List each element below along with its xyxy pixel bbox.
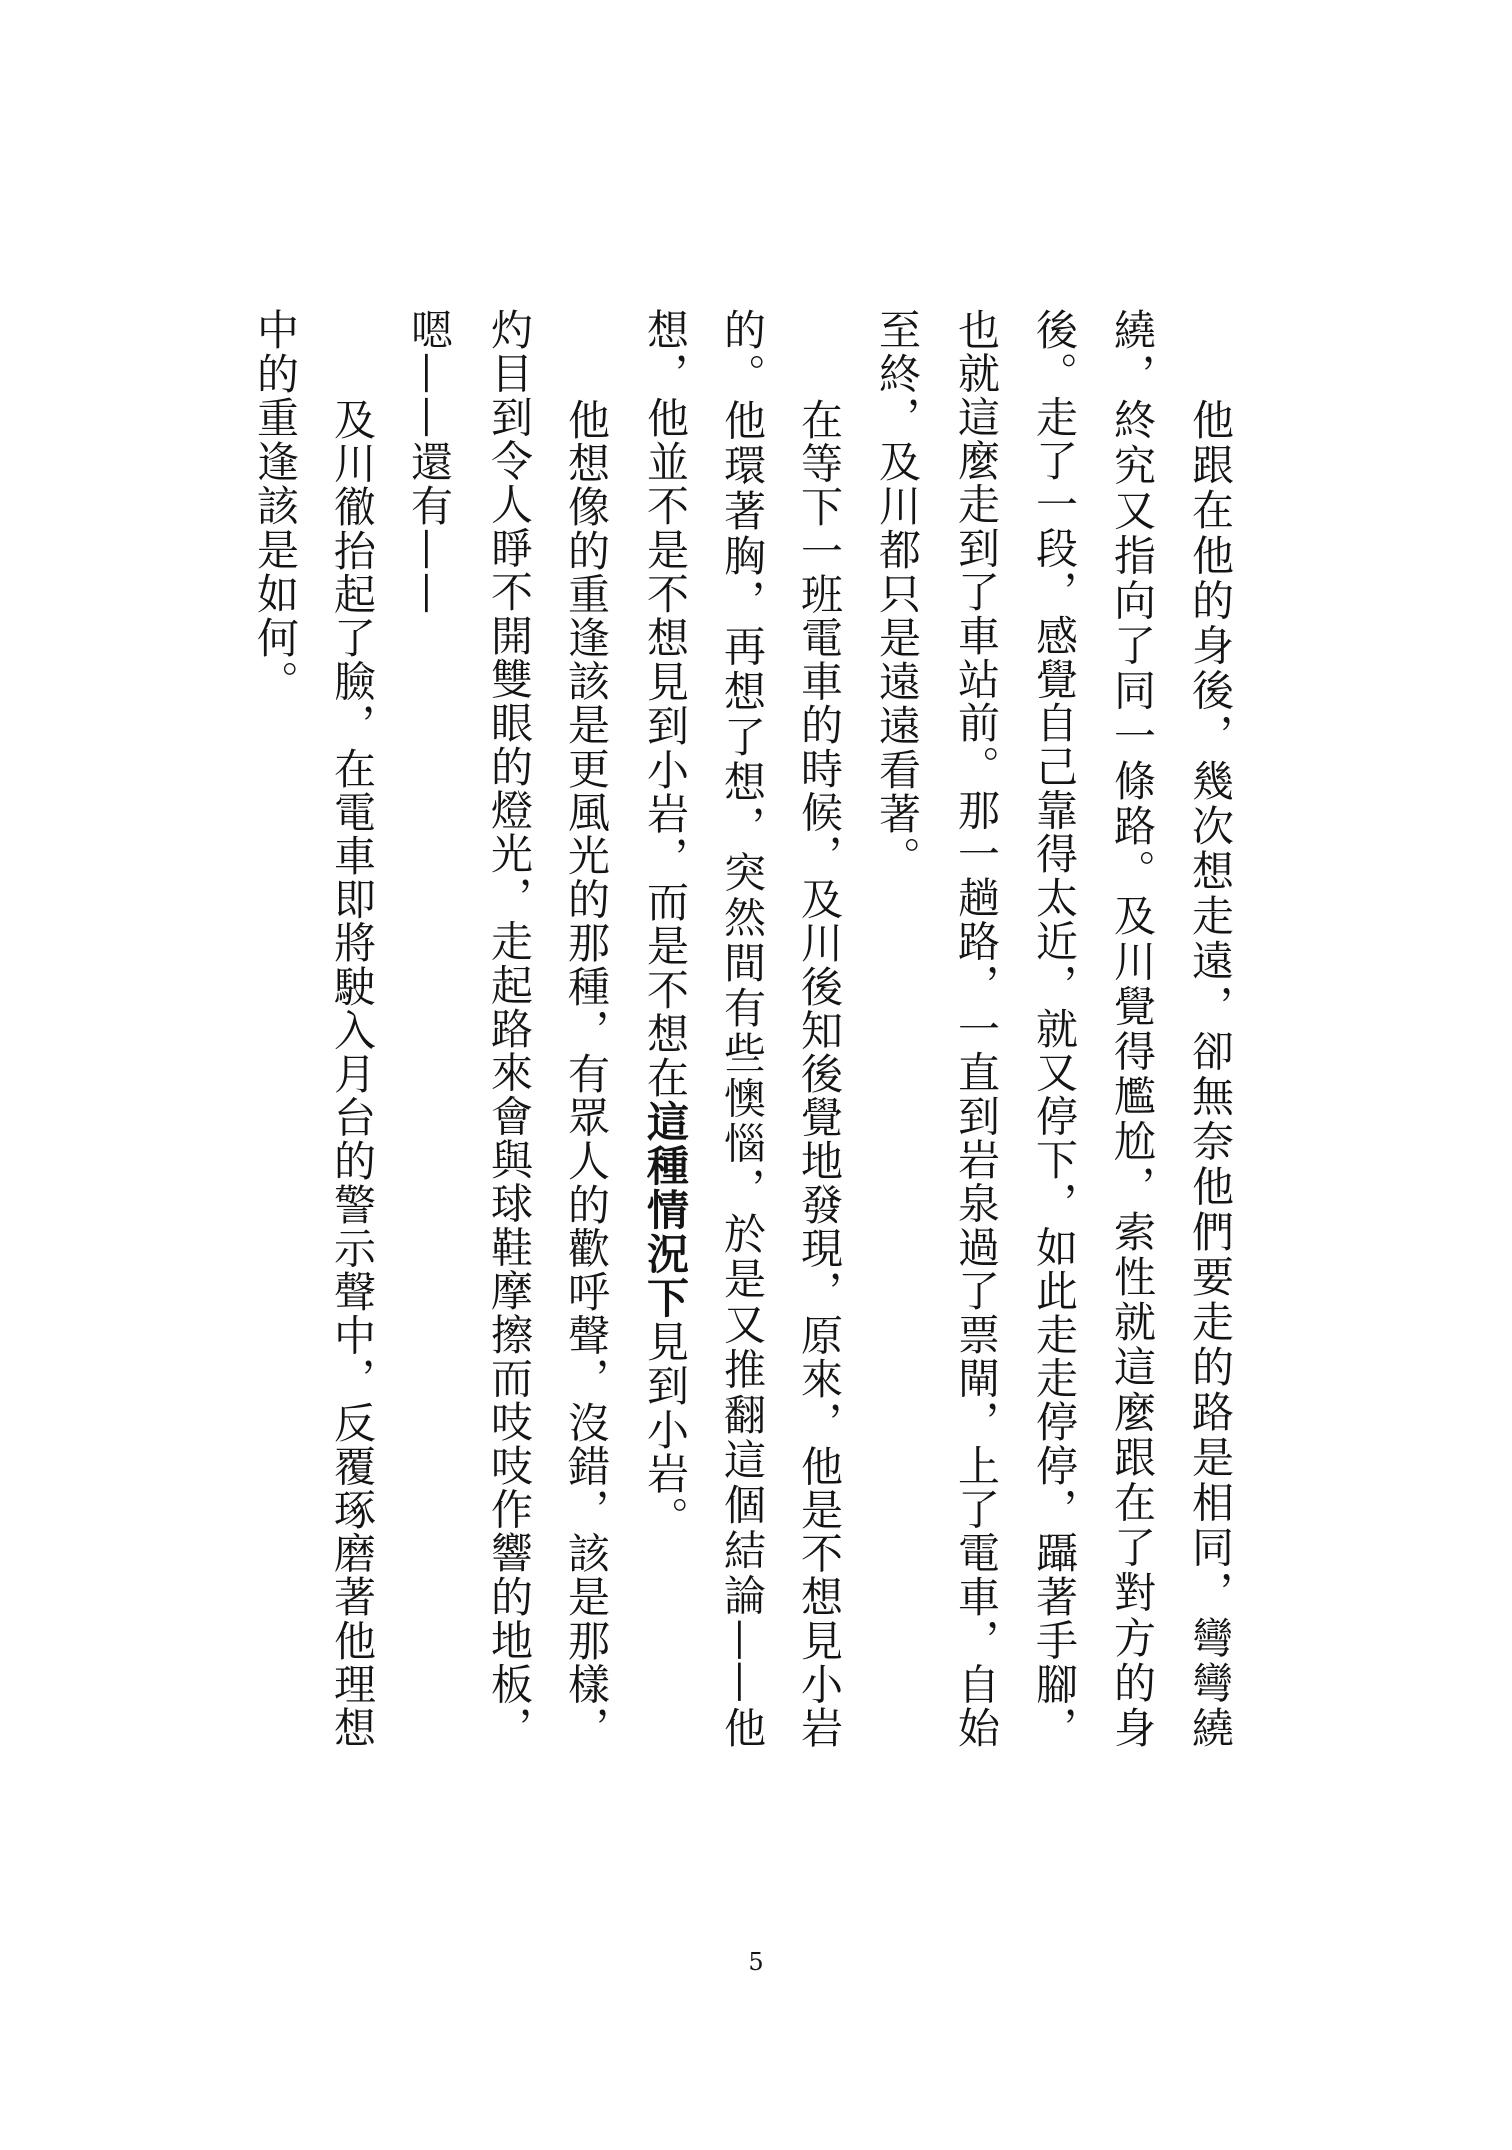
text-column-3: 後。走了一段，感覺自己靠得太近，就又停下，如此走走停停，躡著手腳， — [1030, 308, 1079, 1748]
text-column-4: 也就這麼走到了車站前。那一趟路，一直到岩泉過了票閘，上了電車，自始 — [952, 308, 1001, 1748]
text-column-9: 他想像的重逢該是更風光的那種，有眾人的歡呼聲，沒錯，該是那樣， — [562, 398, 611, 1748]
text-column-2: 繞，終究又指向了同一條路。及川覺得尷尬，索性就這麼跟在了對方的身 — [1108, 308, 1157, 1748]
page-number: 5 — [748, 1948, 764, 1976]
text-column-8 — [635, 308, 695, 1748]
text-column-5: 至終，及川都只是遠遠看著。 — [873, 308, 922, 880]
text-column-6: 在等下一班電車的時候，及川後知後覺地發現，原來，他是不想見小岩 — [795, 398, 844, 1748]
emphasis-text: 這種情況下 — [641, 1100, 690, 1320]
text-column-10: 灼目到令人睜不開雙眼的燈光，走起路來會與球鞋摩擦而吱吱作響的地板， — [485, 308, 534, 1748]
text-segment-before: 想，他並不是不想見到小岩，而是不想在 — [641, 308, 690, 1100]
text-column-13: 中的重逢該是如何。 — [251, 308, 300, 704]
text-column-11: 嗯——還有—— — [405, 308, 454, 616]
text-column-12: 及川徹抬起了臉，在電車即將駛入月台的警示聲中，反覆琢磨著他理想 — [328, 398, 377, 1748]
text-segment-after: 見到小岩。 — [641, 1320, 690, 1540]
text-column-7: 的。他環著胸，再想了想，突然間有些懊惱，於是又推翻這個結論——他 — [718, 308, 767, 1748]
text-column-1: 他跟在他的身後，幾次想走遠，卻無奈他們要走的路是相同，彎彎繞 — [1186, 398, 1235, 1748]
